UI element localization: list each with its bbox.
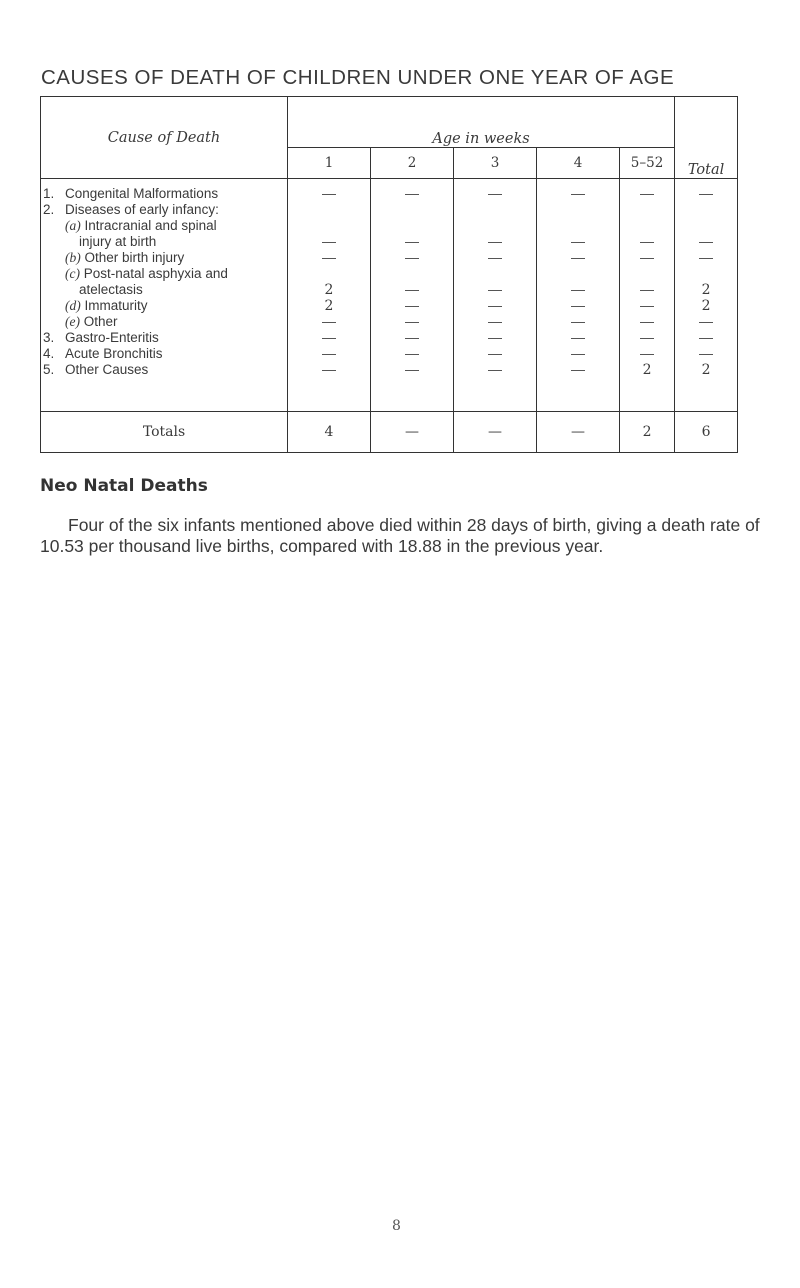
dash-mark: [322, 242, 336, 243]
sub-item-marker: (e): [65, 314, 80, 329]
table-cell: 2: [701, 362, 711, 378]
table-cell: [371, 202, 453, 218]
table-cell: [675, 234, 737, 250]
dash-mark: [571, 258, 585, 259]
cause-label: Diseases of early infancy:: [65, 202, 219, 217]
cause-label: Other Causes: [65, 362, 149, 377]
dash-mark: [488, 370, 502, 371]
table-cell: [288, 346, 370, 362]
dash-mark: [322, 322, 336, 323]
cause-label: Other: [83, 314, 118, 329]
cause-label-continued: injury at birth: [79, 234, 157, 249]
cause-number: 4.: [43, 346, 55, 361]
dash-mark: [699, 322, 713, 323]
table-cell: [371, 186, 453, 202]
total-column: [675, 179, 738, 412]
table-cell: [620, 202, 674, 218]
table-cell: [371, 266, 453, 282]
table-cell: [537, 298, 619, 314]
dash-mark: [571, 354, 585, 355]
cause-number: 2.: [43, 202, 55, 217]
cause-row: [41, 298, 287, 314]
totals-week-3: —: [454, 412, 537, 453]
dash-mark: [488, 258, 502, 259]
table-cell: [537, 186, 619, 202]
cause-column: [41, 179, 288, 412]
dash-mark: [640, 338, 654, 339]
dash-mark: [488, 306, 502, 307]
week-3-column: [454, 179, 537, 412]
section-heading: Neo Natal Deaths: [40, 476, 208, 496]
table-cell: [537, 346, 619, 362]
table-cell: 2: [701, 282, 711, 298]
table-cell: [288, 234, 370, 250]
totals-week-2: —: [371, 412, 454, 453]
table-cell: [537, 362, 619, 378]
table-cell: 2: [324, 298, 334, 314]
table-cell: [620, 186, 674, 202]
cause-label: Post-natal asphyxia and: [83, 266, 228, 281]
cause-row: [41, 250, 287, 266]
table-cell: [537, 266, 619, 282]
dash-mark: [405, 354, 419, 355]
dash-mark: [640, 242, 654, 243]
dash-mark: [488, 354, 502, 355]
dash-mark: [405, 258, 419, 259]
table-cell: [620, 330, 674, 346]
table-cell: [675, 186, 737, 202]
dash-mark: [571, 242, 585, 243]
dash-mark: [640, 322, 654, 323]
table-cell: [454, 186, 536, 202]
table-cell: [620, 298, 674, 314]
page-title: CAUSES OF DEATH OF CHILDREN UNDER ONE YEAR OF AGE: [41, 66, 675, 89]
sub-item-marker: (c): [65, 266, 80, 281]
table-cell: 2: [324, 282, 334, 298]
week-5-52-column: [620, 179, 675, 412]
week-5-52-header: 5–52: [620, 148, 675, 179]
table-cell: [454, 330, 536, 346]
dash-mark: [488, 194, 502, 195]
dash-mark: [405, 194, 419, 195]
table-cell: [620, 282, 674, 298]
cause-row: [41, 362, 287, 378]
table-cell: [620, 234, 674, 250]
sub-item-marker: (b): [65, 250, 81, 265]
table-cell: [537, 282, 619, 298]
dash-mark: [571, 306, 585, 307]
totals-week-4: —: [537, 412, 620, 453]
table-cell: 2: [701, 298, 711, 314]
cause-number: 1.: [43, 186, 55, 201]
dash-mark: [699, 354, 713, 355]
cause-number: 5.: [43, 362, 55, 377]
dash-mark: [571, 322, 585, 323]
table-cell: [537, 234, 619, 250]
dash-mark: [699, 242, 713, 243]
dash-mark: [322, 194, 336, 195]
table-cell: [675, 314, 737, 330]
table-cell: [454, 250, 536, 266]
body-paragraph: Four of the six infants mentioned above died within 28 days of birth, giving a death rate of 10.53 per thousand live births, compared with 18.88 in the previous year.: [40, 515, 760, 556]
totals-week-1: 4: [288, 412, 371, 453]
cause-label: Congenital Malformations: [65, 186, 219, 201]
table-cell: [675, 250, 737, 266]
dash-mark: [640, 290, 654, 291]
week-1-column: [288, 179, 371, 412]
table-cell: [371, 298, 453, 314]
table-cell: [454, 218, 536, 234]
cause-row: [41, 330, 287, 346]
cause-label: Intracranial and spinal: [84, 218, 217, 233]
dash-mark: [488, 242, 502, 243]
table-cell: [371, 218, 453, 234]
table-cell: [288, 314, 370, 330]
table-cell: [288, 266, 370, 282]
totals-week-5-52: 2: [620, 412, 675, 453]
table-cell: [371, 362, 453, 378]
total-header: Total: [675, 97, 738, 179]
table-cell: [371, 330, 453, 346]
table-cell: [675, 266, 737, 282]
cause-number: 3.: [43, 330, 55, 345]
dash-mark: [322, 354, 336, 355]
age-in-weeks-header: Age in weeks: [288, 97, 675, 148]
cause-row: [41, 234, 287, 250]
cause-label: Gastro-Enteritis: [65, 330, 159, 345]
table-cell: [537, 202, 619, 218]
dash-mark: [405, 338, 419, 339]
table-cell: [537, 250, 619, 266]
table-cell: [288, 330, 370, 346]
dash-mark: [640, 194, 654, 195]
cause-row: [41, 314, 287, 330]
week-4-column: [537, 179, 620, 412]
table-cell: [675, 330, 737, 346]
table-cell: [620, 218, 674, 234]
dash-mark: [405, 242, 419, 243]
dash-mark: [405, 370, 419, 371]
dash-mark: [405, 322, 419, 323]
table-cell: [371, 314, 453, 330]
table-cell: [454, 362, 536, 378]
totals-total: 6: [675, 412, 738, 453]
totals-row: [41, 412, 738, 453]
cause-label-continued: atelectasis: [79, 282, 143, 297]
table-cell: [371, 346, 453, 362]
dash-mark: [488, 290, 502, 291]
dash-mark: [322, 338, 336, 339]
table-cell: [620, 314, 674, 330]
table-cell: [675, 202, 737, 218]
dash-mark: [571, 370, 585, 371]
cause-row: [41, 186, 287, 202]
table-cell: [620, 266, 674, 282]
table-cell: [454, 234, 536, 250]
table-cell: [454, 202, 536, 218]
table-cell: [371, 250, 453, 266]
table-cell: [371, 234, 453, 250]
table-cell: [675, 218, 737, 234]
table-cell: [371, 282, 453, 298]
totals-label: Totals: [41, 412, 288, 453]
table-cell: [537, 330, 619, 346]
table-cell: [288, 202, 370, 218]
week-3-header: 3: [454, 148, 537, 179]
dash-mark: [405, 306, 419, 307]
table-cell: [454, 298, 536, 314]
dash-mark: [571, 338, 585, 339]
cause-label: Acute Bronchitis: [65, 346, 163, 361]
table-cell: [454, 282, 536, 298]
cause-row: [41, 346, 287, 362]
week-2-header: 2: [371, 148, 454, 179]
dash-mark: [640, 306, 654, 307]
page-number: 8: [392, 1218, 401, 1234]
table-cell: [454, 314, 536, 330]
table-cell: [454, 346, 536, 362]
sub-item-marker: (d): [65, 298, 81, 313]
cause-label: Immaturity: [84, 298, 148, 313]
table-cell: [620, 250, 674, 266]
dash-mark: [488, 338, 502, 339]
table-cell: [675, 346, 737, 362]
dash-mark: [640, 354, 654, 355]
table-cell: [620, 346, 674, 362]
dash-mark: [405, 290, 419, 291]
dash-mark: [699, 194, 713, 195]
dash-mark: [571, 194, 585, 195]
dash-mark: [322, 370, 336, 371]
dash-mark: [571, 290, 585, 291]
table-cell: [288, 218, 370, 234]
table-cell: [537, 314, 619, 330]
dash-mark: [699, 258, 713, 259]
cause-row: [41, 202, 287, 218]
cause-row: [41, 218, 287, 234]
header-row: [41, 97, 738, 148]
week-2-column: [371, 179, 454, 412]
cause-row: [41, 282, 287, 298]
cause-label: Other birth injury: [84, 250, 185, 265]
dash-mark: [640, 258, 654, 259]
week-1-header: 1: [288, 148, 371, 179]
table-cell: [288, 362, 370, 378]
causes-of-death-table: [40, 96, 738, 453]
table-cell: [454, 266, 536, 282]
cause-row: [41, 266, 287, 282]
dash-mark: [488, 322, 502, 323]
sub-item-marker: (a): [65, 218, 81, 233]
cause-of-death-header: Cause of Death: [41, 97, 288, 179]
table-cell: [537, 218, 619, 234]
table-cell: [288, 250, 370, 266]
table-cell: 2: [642, 362, 652, 378]
table-body-row: [41, 179, 738, 412]
dash-mark: [322, 258, 336, 259]
week-4-header: 4: [537, 148, 620, 179]
table-cell: [288, 186, 370, 202]
dash-mark: [699, 338, 713, 339]
